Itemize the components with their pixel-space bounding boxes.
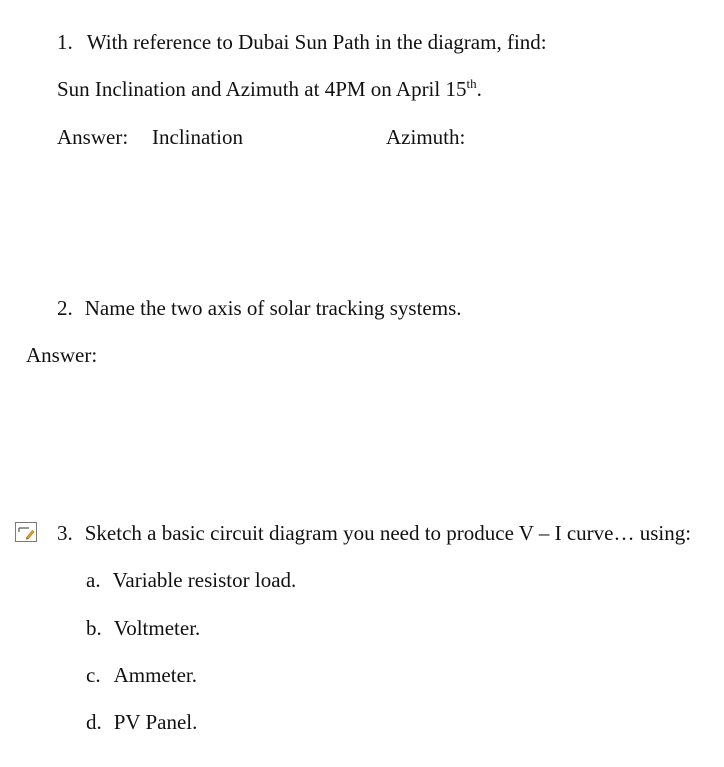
list-marker: a. — [86, 568, 101, 592]
question-3-number: 3. — [57, 521, 73, 545]
question-2-text: Name the two axis of solar tracking systems. — [84, 296, 462, 320]
list-item-text: Ammeter. — [113, 663, 197, 687]
question-1-number: 1. — [57, 30, 73, 54]
question-2-number: 2. — [57, 296, 73, 320]
list-item-text: Variable resistor load. — [112, 568, 297, 592]
inclination-label: Inclination — [152, 125, 243, 149]
question-3-heading — [57, 521, 691, 545]
list-marker: b. — [86, 616, 102, 640]
list-marker: c. — [86, 663, 101, 687]
list-item — [86, 663, 197, 687]
list-marker: d. — [86, 710, 102, 734]
list-item-text: Voltmeter. — [113, 616, 201, 640]
question-1-heading — [57, 30, 547, 54]
question-1-prompt — [57, 77, 482, 101]
question-1-text: With reference to Dubai Sun Path in the diagram, find: — [86, 30, 547, 54]
answer-label-1: Answer: — [57, 125, 129, 149]
question-3-text: Sketch a basic circuit diagram you need to produce V – I curve… using: — [84, 521, 692, 545]
list-item — [86, 616, 200, 640]
edit-comment-icon[interactable] — [14, 521, 38, 543]
ordinal-suffix: th — [466, 76, 477, 91]
question-2-heading — [57, 296, 462, 320]
question-1-prompt-end: . — [476, 77, 482, 101]
question-1-prompt-text: Sun Inclination and Azimuth at 4PM on April 15 — [57, 77, 467, 101]
azimuth-label: Azimuth: — [386, 125, 466, 149]
list-item — [86, 710, 197, 734]
answer-label-2: Answer: — [26, 343, 98, 367]
list-item — [86, 568, 296, 592]
list-item-text: PV Panel. — [113, 710, 198, 734]
